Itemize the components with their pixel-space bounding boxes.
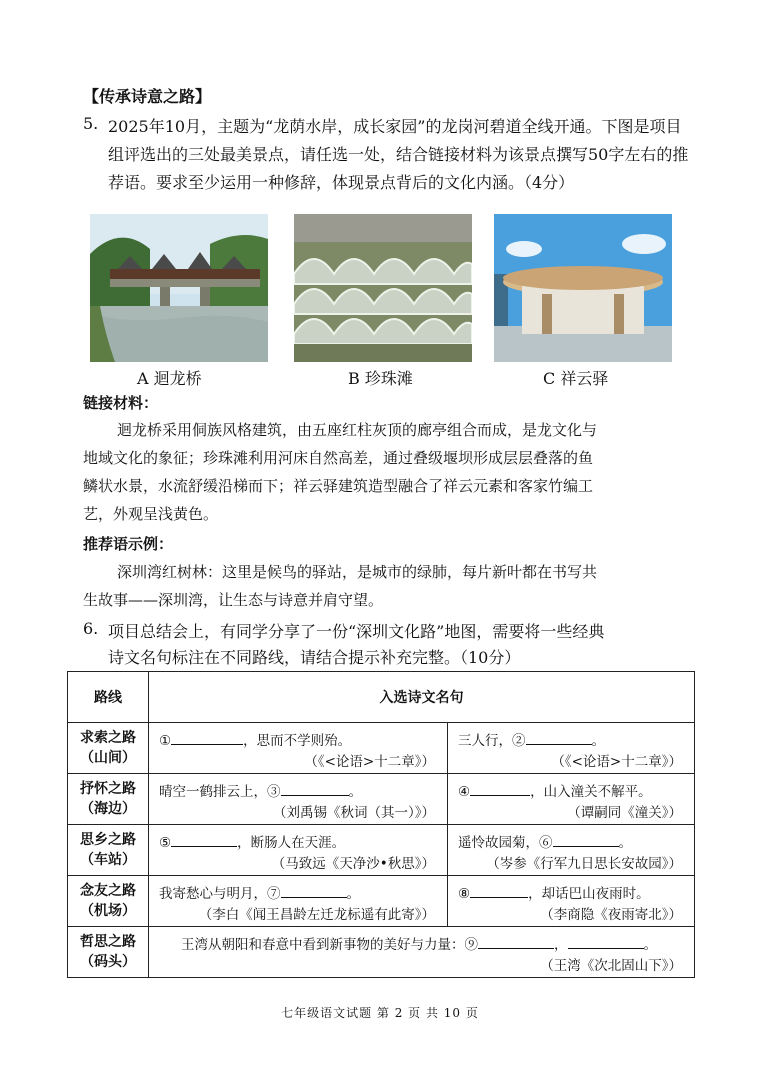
link-material-line: 迴龙桥采用侗族风格建筑，由五座红柱灰顶的廊亭组合而成，是龙文化与: [117, 421, 598, 439]
quote-text: 晴空一鹤排云上，③: [159, 784, 281, 800]
question-6-number: 6.: [83, 619, 99, 638]
section-title: 【传承诗意之路】: [83, 87, 212, 106]
quote-text: ⑤: [159, 835, 172, 851]
route-place: （机场）: [80, 903, 136, 919]
quote-text: 遥怜故园菊，⑥: [458, 835, 553, 851]
quote-text: ①: [159, 733, 172, 749]
route-name: 求索之路: [80, 730, 136, 746]
quote-source: （谭嗣同《潼关》）: [567, 805, 682, 821]
answer-blank-7[interactable]: [281, 883, 347, 898]
answer-blank-1[interactable]: [171, 730, 243, 745]
quote-text: ，山入潼关不解平。: [530, 784, 652, 800]
quote-source: （马致远《天净沙•秋思》）: [271, 856, 435, 872]
photo-caption-a: A 迴龙桥: [137, 369, 202, 388]
answer-blank-8[interactable]: [470, 883, 528, 898]
quote-text: ④: [458, 784, 471, 800]
quote-text: 。: [618, 835, 632, 851]
question-6-line: 诗文名句标注在不同路线，请结合提示补充完整。（10分）: [108, 648, 521, 667]
quote-text: 。: [346, 886, 360, 902]
quote-text: 。: [591, 733, 605, 749]
quote-source: （李白《闻王昌龄左迁龙标遥有此寄》）: [198, 907, 435, 923]
question-6-line: 项目总结会上，有同学分享了一份“深圳文化路”地图，需要将一些经典: [108, 622, 605, 641]
photo-caption-b: B 珍珠滩: [348, 369, 413, 388]
quote-end: 。: [643, 937, 657, 953]
pavilion-photo: [494, 214, 672, 362]
bridge-photo: [90, 214, 268, 362]
route-place: （山间）: [80, 750, 136, 766]
quote-text: 我寄愁心与明月，⑦: [159, 886, 281, 902]
quote-separator: ，: [554, 937, 568, 953]
link-material-line: 艺，外观呈浅黄色。: [83, 505, 219, 523]
table-row: [68, 927, 695, 978]
route-place: （海边）: [80, 801, 136, 817]
question-5-line: 组评选出的三处最美景点，请任选一处，结合链接材料为该景点撰写50字左右的推: [108, 145, 689, 164]
weir-photo: [294, 214, 472, 362]
link-material-heading: 链接材料：: [83, 394, 159, 412]
table-row: [68, 825, 695, 876]
route-place: （码头）: [80, 954, 136, 970]
route-place: （车站）: [80, 852, 136, 868]
quote-text: 王湾从朝阳和春意中看到新事物的美好与力量：⑨: [181, 937, 478, 953]
quote-text: ，断肠人在天涯。: [237, 835, 346, 851]
routes-table: [67, 671, 695, 978]
question-5-line: 荐语。要求至少运用一种修辞，体现景点背后的文化内涵。（4分）: [108, 173, 575, 192]
example-line: 深圳湾红树林：这里是候鸟的驿站，是城市的绿肺，每片新叶都在书写共: [117, 563, 598, 581]
answer-blank-3[interactable]: [281, 781, 349, 796]
answer-blank-5[interactable]: [171, 832, 237, 847]
answer-blank-4[interactable]: [470, 781, 530, 796]
quote-text: ，却话巴山夜雨时。: [528, 886, 650, 902]
quote-text: ⑧: [458, 886, 471, 902]
quote-text: 。: [348, 784, 362, 800]
question-5-line: 2025年10月，主题为“龙荫水岸，成长家园”的龙岗河碧道全线开通。下图是项目: [108, 117, 682, 136]
link-material-line: 地域文化的象征；珍珠滩利用河床自然高差，通过叠级堰坝形成层层叠落的鱼: [83, 449, 594, 467]
quote-text: 三人行，②: [458, 733, 526, 749]
photo-caption-c: C 祥云驿: [543, 369, 609, 388]
quote-source: （李商隐《夜雨寄北》）: [540, 907, 682, 923]
quote-source: （王湾《次北固山下》）: [540, 958, 682, 974]
table-row: [68, 876, 695, 927]
route-name: 念友之路: [80, 883, 136, 899]
table-row: [68, 774, 695, 825]
header-quotes: 入选诗文名句: [149, 672, 695, 723]
quote-text: ，思而不学则殆。: [243, 733, 352, 749]
header-route: 路线: [68, 672, 149, 723]
route-name: 思乡之路: [80, 832, 136, 848]
link-material-line: 鳞状水景，水流舒缓沿梯而下；祥云驿建筑造型融合了祥云元素和客家竹编工: [83, 477, 594, 495]
answer-blank-6[interactable]: [553, 832, 619, 847]
route-name: 抒怀之路: [80, 781, 136, 797]
example-line: 生故事——深圳湾，让生态与诗意并肩守望。: [83, 591, 384, 609]
example-heading: 推荐语示例：: [83, 535, 174, 553]
quote-source: （岑参《行军九日思长安故园》）: [486, 856, 682, 872]
quote-source: （《<论语>十二章》）: [304, 754, 435, 770]
table-row: [68, 723, 695, 774]
answer-blank-9a[interactable]: [478, 934, 554, 949]
route-name: 哲思之路: [80, 934, 136, 950]
answer-blank-9b[interactable]: [568, 934, 644, 949]
quote-source: （《<论语>十二章》）: [551, 754, 682, 770]
page-footer: 七年级语文试题 第 2 页 共 10 页: [281, 1006, 479, 1020]
answer-blank-2[interactable]: [526, 730, 592, 745]
quote-source: （刘禹锡《秋词（其一）》）: [273, 805, 435, 821]
question-5-number: 5.: [83, 114, 99, 133]
